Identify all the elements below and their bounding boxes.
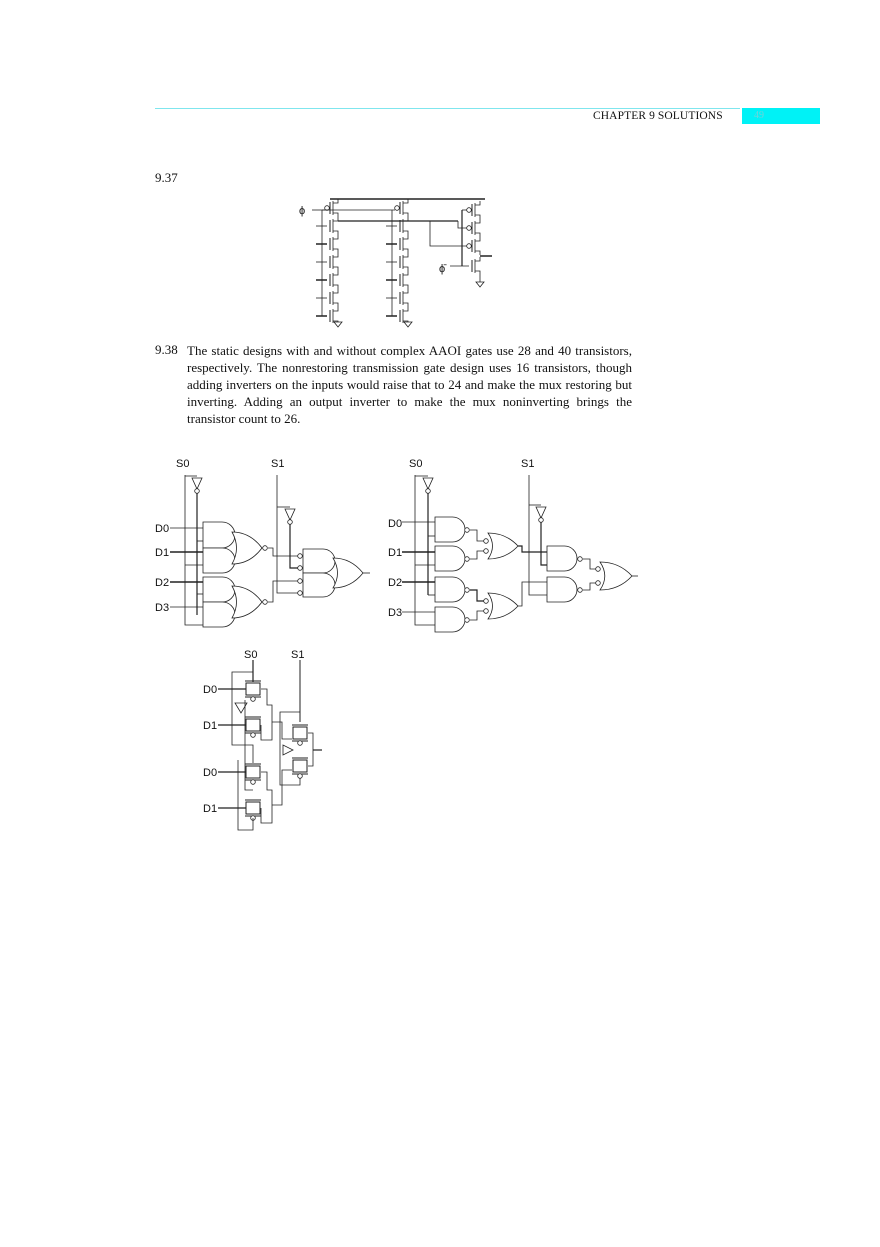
label-s1: S1: [271, 458, 285, 470]
label-d1: D1: [388, 547, 403, 559]
wire: [333, 253, 338, 257]
wire: [403, 235, 408, 239]
inversion-bubble: [426, 489, 431, 494]
inversion-bubble: [465, 557, 470, 562]
inversion-bubble: [484, 599, 489, 604]
wire: [475, 219, 480, 223]
wire: [415, 475, 435, 625]
and-gate: [203, 602, 235, 627]
and-gate: [203, 577, 235, 602]
label-d3: D3: [388, 607, 403, 619]
wire: [470, 590, 484, 601]
wire: [541, 522, 547, 565]
wire: [529, 475, 547, 595]
wire: [333, 217, 338, 221]
inversion-bubble: [596, 567, 601, 572]
wire: [333, 307, 338, 311]
wire: [470, 551, 484, 559]
inversion-bubble: [467, 244, 472, 249]
and-gate: [547, 546, 577, 571]
inversion-bubble: [484, 609, 489, 614]
ground-icon: [334, 322, 342, 327]
label-d0: D0: [388, 518, 403, 530]
label-s0: S0: [409, 458, 423, 470]
and-gate: [435, 517, 465, 542]
inversion-bubble: [251, 780, 256, 785]
transmission-gate: [293, 727, 307, 739]
wire: [470, 530, 484, 541]
wire: [583, 583, 596, 590]
inversion-bubble: [395, 206, 400, 211]
or-gate: [488, 593, 518, 619]
wire: [475, 237, 480, 241]
problem-number-937: 9.37: [155, 170, 178, 185]
inverter: [283, 745, 293, 755]
inverter: [192, 478, 202, 489]
label-d2: D2: [388, 577, 403, 589]
wire: [403, 267, 408, 271]
wire: [475, 233, 480, 237]
and-gate: [303, 549, 335, 573]
wire: [518, 546, 547, 552]
wire: [403, 289, 408, 293]
wire: [403, 249, 408, 253]
inversion-bubble: [578, 557, 583, 562]
transmission-gate: [246, 802, 260, 814]
clock-bar-label: ϕ̄: [439, 263, 446, 275]
wire: [277, 475, 298, 593]
or-gate: [488, 533, 518, 559]
wire: [403, 271, 408, 275]
wire: [333, 249, 338, 253]
label-d0: D0: [155, 523, 170, 535]
wire: [403, 303, 408, 307]
inversion-bubble: [298, 554, 303, 559]
inversion-bubble: [288, 520, 293, 525]
wire: [185, 475, 203, 625]
wire: [333, 271, 338, 275]
and-gate: [203, 548, 235, 573]
wire: [333, 235, 338, 239]
inversion-bubble: [465, 588, 470, 593]
aaoi-mux-diagram: [155, 458, 370, 627]
inversion-bubble: [263, 546, 268, 551]
page-number: 49: [742, 108, 820, 124]
transmission-gate-mux-diagram: [203, 649, 322, 830]
problem-number-938: 9.38: [155, 342, 178, 357]
inversion-bubble: [467, 208, 472, 213]
inversion-bubble: [467, 226, 472, 231]
label-s1: S1: [291, 649, 305, 661]
chapter-header: CHAPTER 9 SOLUTIONS: [593, 110, 723, 122]
wire: [268, 581, 298, 602]
problem-938-text: The static designs with and without complex AAOI gates use 28 and 40 transistors, respectively. The nonrestoring transmission gate design uses 16 transistors, though adding inverters on the inputs would raise that to 24 and make the mux restoring but inverting. Adding an output inverter to make the mux noninverting brings the transistor count to 26.: [187, 343, 632, 426]
and-gate: [435, 546, 465, 571]
label-d0: D0: [203, 684, 218, 696]
label-d0-2: D0: [203, 767, 218, 779]
wire: [333, 303, 338, 307]
or-gate: [600, 562, 632, 590]
nand-mux-diagram: [388, 458, 638, 632]
wire: [403, 307, 408, 311]
inversion-bubble: [298, 566, 303, 571]
wire: [403, 253, 408, 257]
inverter: [423, 478, 433, 489]
ground-icon: [476, 282, 484, 287]
inversion-bubble: [251, 697, 256, 702]
inversion-bubble: [251, 733, 256, 738]
wire: [308, 733, 313, 766]
and-gate: [203, 522, 235, 548]
wire: [475, 215, 480, 219]
wire: [475, 201, 480, 205]
wire: [403, 231, 408, 235]
label-d2: D2: [155, 577, 170, 589]
inversion-bubble: [596, 581, 601, 586]
inversion-bubble: [539, 518, 544, 523]
and-gate: [303, 573, 335, 597]
transmission-gate: [246, 766, 260, 778]
inverter: [536, 507, 546, 518]
inversion-bubble: [465, 618, 470, 623]
inversion-bubble: [298, 591, 303, 596]
wire: [518, 582, 547, 606]
wire: [475, 271, 480, 275]
wire: [470, 611, 484, 620]
or-gate: [333, 558, 363, 588]
transmission-gate: [246, 719, 260, 731]
label-d3: D3: [155, 602, 170, 614]
transmission-gate: [293, 760, 307, 772]
wire: [333, 267, 338, 271]
inversion-bubble: [465, 528, 470, 533]
domino-circuit-diagram: [299, 199, 492, 327]
wire: [583, 559, 596, 569]
wire: [333, 289, 338, 293]
label-s1: S1: [521, 458, 535, 470]
wire: [261, 689, 272, 740]
and-gate: [435, 607, 465, 632]
label-s0: S0: [244, 649, 258, 661]
wire: [403, 285, 408, 289]
transmission-gate: [246, 683, 260, 695]
label-d1-2: D1: [203, 803, 218, 815]
wire: [290, 524, 298, 568]
and-gate: [435, 577, 465, 602]
clock-label: ϕ: [299, 205, 306, 217]
wire: [333, 231, 338, 235]
inversion-bubble: [298, 579, 303, 584]
inversion-bubble: [484, 539, 489, 544]
inversion-bubble: [263, 600, 268, 605]
inverter: [285, 509, 295, 520]
inversion-bubble: [484, 549, 489, 554]
wire: [333, 285, 338, 289]
wire: [475, 251, 480, 255]
or-gate: [232, 532, 262, 564]
wire: [272, 770, 292, 805]
label-s0: S0: [176, 458, 190, 470]
wire: [268, 548, 298, 556]
inversion-bubble: [578, 588, 583, 593]
inversion-bubble: [298, 774, 303, 779]
label-d1: D1: [155, 547, 170, 559]
wire: [403, 213, 408, 217]
wire: [475, 257, 480, 261]
wire: [333, 213, 338, 217]
inversion-bubble: [195, 489, 200, 494]
or-gate: [232, 586, 262, 618]
and-gate: [547, 577, 577, 602]
wire: [261, 772, 272, 823]
inversion-bubble: [298, 741, 303, 746]
ground-icon: [404, 322, 412, 327]
label-d1: D1: [203, 720, 218, 732]
wire: [272, 722, 292, 739]
